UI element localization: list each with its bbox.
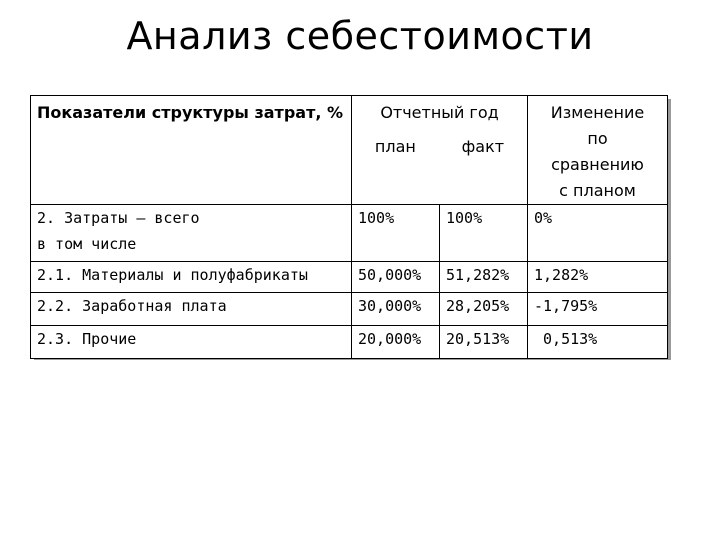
page-title: Анализ себестоимости: [126, 14, 594, 58]
header-indicator-label: Показатели структуры затрат, %: [37, 103, 344, 122]
header-plan-label: план: [374, 137, 416, 156]
row-materials-fact: 51,282%: [440, 262, 528, 293]
row-materials-change: 1,282%: [528, 262, 668, 293]
header-reporting-year: [352, 96, 528, 205]
table-row: [31, 262, 668, 293]
row-total-fact: 100%: [440, 205, 528, 262]
row-total-change: 0%: [528, 205, 668, 262]
header-subcolumns: [352, 130, 527, 160]
cost-analysis-table: [30, 95, 668, 359]
header-change-line1: Изменение: [550, 103, 645, 122]
row-materials-plan: 50,000%: [352, 262, 440, 293]
row-salary-plan: 30,000%: [352, 293, 440, 326]
row-materials-label: 2.1. Материалы и полуфабрикаты: [31, 262, 352, 293]
header-change-line3: сравнению: [551, 155, 644, 174]
row-total-label-line2: в том числе: [37, 235, 137, 253]
row-salary-label: 2.2. Заработная плата: [31, 293, 352, 326]
row-salary-fact: 28,205%: [440, 293, 528, 326]
table-row: [31, 326, 668, 359]
row-total-label-line1: 2. Затраты – всего: [37, 209, 200, 227]
header-indicator: [31, 96, 352, 205]
table-header-row: [31, 96, 668, 205]
header-change: [528, 96, 668, 205]
row-other-fact: 20,513%: [440, 326, 528, 359]
row-other-plan: 20,000%: [352, 326, 440, 359]
row-total-plan: 100%: [352, 205, 440, 262]
table-row: [31, 293, 668, 326]
header-period-label: Отчетный год: [380, 103, 499, 122]
row-total-label: [31, 205, 352, 262]
header-fact-label: факт: [461, 137, 505, 156]
row-salary-change: -1,795%: [528, 293, 668, 326]
header-change-line4: с планом: [559, 181, 636, 200]
row-other-label: 2.3. Прочие: [31, 326, 352, 359]
table-row: [31, 205, 668, 262]
row-other-change: 0,513%: [528, 326, 668, 359]
header-change-line2: по: [587, 129, 608, 148]
